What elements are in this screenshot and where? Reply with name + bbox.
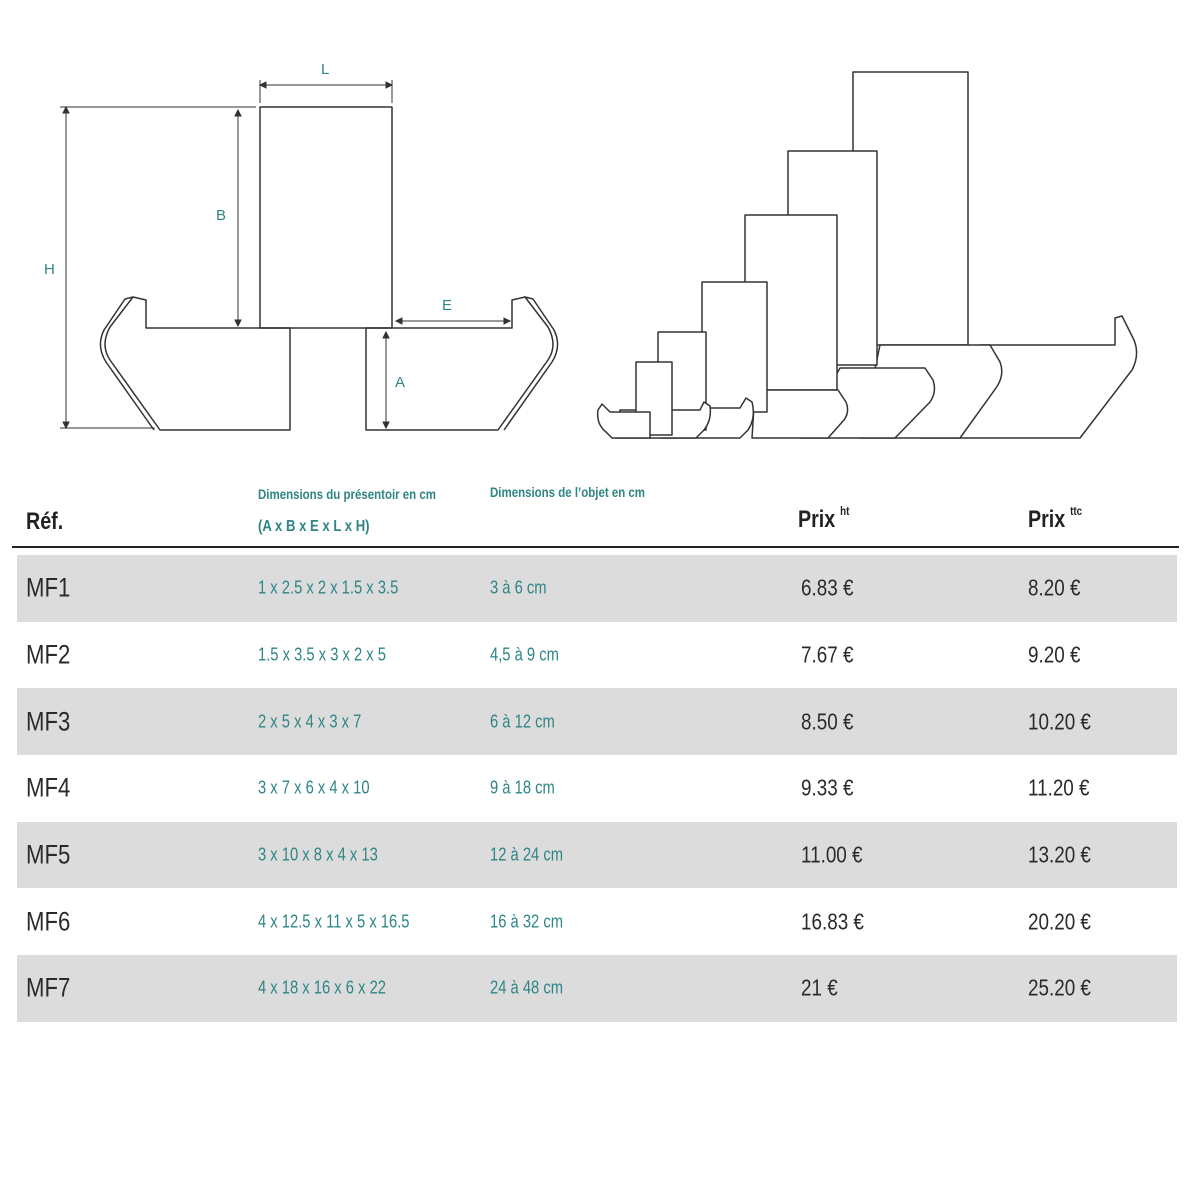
object-mf4: [702, 282, 767, 412]
cell-ref: MF2: [26, 639, 71, 670]
left-stand-outline: [105, 297, 290, 430]
cell-object: 4,5 à 9 cm: [490, 644, 559, 665]
cell-object: 12 à 24 cm: [490, 844, 564, 865]
header-dims-title: Dimensions du présentoir en cm: [258, 486, 436, 502]
cell-ref: MF7: [26, 972, 71, 1003]
table-row: [17, 688, 1177, 755]
cell-object: 3 à 6 cm: [490, 577, 547, 598]
cell-prix-ttc: 9.20 €: [1028, 641, 1081, 668]
cell-prix-ttc: 10.20 €: [1028, 708, 1091, 735]
cell-object: 24 à 48 cm: [490, 977, 564, 998]
cell-prix-ht: 11.00 €: [801, 841, 863, 868]
header-prix-ttc-sup: ttc: [1070, 504, 1083, 518]
dim-label-a: A: [395, 374, 406, 391]
cell-ref: MF3: [26, 706, 71, 737]
cell-ref: MF4: [26, 772, 71, 803]
cell-dims: 2 x 5 x 4 x 3 x 7: [258, 711, 362, 732]
table-header: [0, 470, 1200, 550]
dim-label-l: L: [321, 61, 330, 78]
cell-prix-ttc: 25.20 €: [1028, 974, 1091, 1001]
cell-prix-ht: 6.83 €: [801, 574, 854, 601]
header-prix-ttc: [1028, 506, 1082, 534]
table-row: [17, 888, 1177, 955]
cell-prix-ht: 16.83 €: [801, 908, 864, 935]
range-overview-drawing: [598, 72, 1137, 438]
header-prix-ht-sup: ht: [840, 504, 850, 518]
front-view-drawing: [100, 107, 557, 430]
cell-dims: 4 x 18 x 16 x 6 x 22: [258, 977, 386, 998]
header-ref: Réf.: [26, 508, 64, 535]
cell-ref: MF1: [26, 572, 71, 603]
table-row: [17, 622, 1177, 689]
table-row: [17, 755, 1177, 822]
cell-dims: 3 x 10 x 8 x 4 x 13: [258, 844, 378, 865]
cell-prix-ht: 7.67 €: [801, 641, 854, 668]
header-prix-ttc-label: Prix: [1028, 506, 1066, 533]
dim-label-h: H: [44, 261, 55, 278]
table-row: [17, 955, 1177, 1022]
cell-prix-ht: 21 €: [801, 974, 838, 1001]
cell-dims: 1.5 x 3.5 x 3 x 2 x 5: [258, 644, 386, 665]
header-prix-ht-label: Prix: [798, 506, 836, 533]
table-row: [17, 555, 1177, 622]
dim-label-b: B: [216, 207, 227, 224]
header-dims-formula: (A x B x E x L x H): [258, 518, 370, 535]
table-row: [17, 822, 1177, 889]
dimension-lines: [60, 80, 510, 428]
cell-dims: 1 x 2.5 x 2 x 1.5 x 3.5: [258, 577, 399, 598]
cell-prix-ttc: 8.20 €: [1028, 574, 1081, 601]
price-table: [17, 555, 1177, 1022]
drawing-svg: [0, 0, 1200, 460]
right-stand-outline: [366, 297, 553, 430]
cell-ref: MF6: [26, 906, 71, 937]
header-rule: [12, 546, 1179, 548]
cell-ref: MF5: [26, 839, 71, 870]
cell-prix-ht: 8.50 €: [801, 708, 854, 735]
cell-object: 6 à 12 cm: [490, 711, 555, 732]
cell-object: 16 à 32 cm: [490, 911, 564, 932]
dim-label-e: E: [442, 297, 453, 314]
cell-prix-ttc: 11.20 €: [1028, 774, 1090, 801]
header-prix-ht: [798, 506, 849, 534]
cell-prix-ttc: 20.20 €: [1028, 908, 1091, 935]
cell-prix-ht: 9.33 €: [801, 774, 854, 801]
object-rectangle: [260, 107, 392, 328]
cell-object: 9 à 18 cm: [490, 777, 555, 798]
technical-drawings: [0, 0, 1200, 460]
cell-dims: 4 x 12.5 x 11 x 5 x 16.5: [258, 911, 410, 932]
cell-dims: 3 x 7 x 6 x 4 x 10: [258, 777, 370, 798]
cell-prix-ttc: 13.20 €: [1028, 841, 1091, 868]
header-object-title: Dimensions de l’objet en cm: [490, 484, 646, 500]
